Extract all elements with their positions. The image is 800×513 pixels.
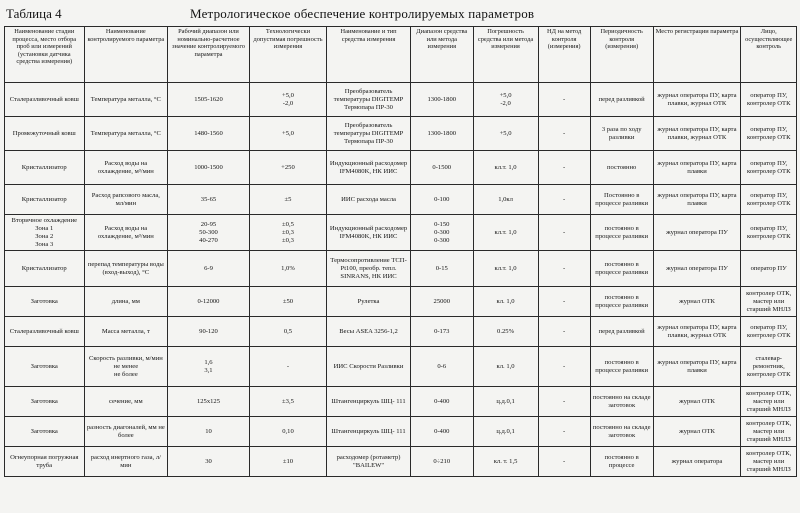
cell-controller: оператор ПУ, контролер ОТК bbox=[741, 151, 797, 185]
metrology-table bbox=[4, 26, 797, 477]
cell-stage: Сталеразливочный ковш bbox=[5, 317, 85, 347]
cell-tolerance: ±0,5 ±0,3 ±0,3 bbox=[249, 215, 326, 251]
cell-instrument: расходомер (ротаметр) "BAILEW" bbox=[327, 447, 411, 477]
cell-instrument-error: 0.25% bbox=[473, 317, 538, 347]
cell-controller: сталевар-ремонтник, контролер ОТК bbox=[741, 347, 797, 387]
cell-instrument: Преобразователь температуры DIGITEMP Термопара ПР-30 bbox=[327, 117, 411, 151]
cell-stage: Кристаллизатор bbox=[5, 185, 85, 215]
table-row bbox=[5, 387, 797, 417]
cell-instrument: Рулетка bbox=[327, 287, 411, 317]
cell-parameter: Расход воды на охлаждение, м³/мин bbox=[84, 215, 168, 251]
cell-record-place: журнал оператора bbox=[653, 447, 741, 477]
cell-instrument: Индукционный расходомер IFM4080K, НК ИИС bbox=[327, 151, 411, 185]
cell-instrument: Индукционный расходомер IFM4080K, НК ИИС bbox=[327, 215, 411, 251]
cell-instrument: Штангенциркуль ШЦ- 111 bbox=[327, 387, 411, 417]
cell-record-place: журнал оператора ПУ bbox=[653, 215, 741, 251]
cell-instrument-range: 0-150 0-300 0-300 bbox=[410, 215, 473, 251]
cell-instrument-range: 0-15 bbox=[410, 251, 473, 287]
table-row bbox=[5, 447, 797, 477]
cell-instrument-error: ц.д.0,1 bbox=[473, 387, 538, 417]
cell-range: 1000-1500 bbox=[168, 151, 250, 185]
table-row bbox=[5, 185, 797, 215]
cell-parameter: перепад температуры воды (вход-выход), °С bbox=[84, 251, 168, 287]
cell-record-place: журнал ОТК bbox=[653, 417, 741, 447]
cell-tolerance: +5,0 -2,0 bbox=[249, 83, 326, 117]
cell-tolerance: - bbox=[249, 347, 326, 387]
cell-instrument-error: кл. т. 1,5 bbox=[473, 447, 538, 477]
cell-method-doc: - bbox=[538, 215, 590, 251]
cell-stage: Вторичное охлаждение Зона 1 Зона 2 Зона 3 bbox=[5, 215, 85, 251]
cell-record-place: журнал оператора ПУ, карта плавки, журнал ОТК bbox=[653, 117, 741, 151]
cell-record-place: журнал оператора ПУ, карта плавки bbox=[653, 347, 741, 387]
cell-method-doc: - bbox=[538, 251, 590, 287]
cell-method-doc: - bbox=[538, 347, 590, 387]
cell-instrument: ИИС расхода масла bbox=[327, 185, 411, 215]
cell-tolerance: 0,5 bbox=[249, 317, 326, 347]
cell-record-place: журнал оператора ПУ, карта плавки, журнал ОТК bbox=[653, 317, 741, 347]
cell-parameter: длина, мм bbox=[84, 287, 168, 317]
cell-instrument-error: 1,0кл bbox=[473, 185, 538, 215]
cell-tolerance: +250 bbox=[249, 151, 326, 185]
cell-periodicity: постоянно в процессе разливки bbox=[590, 287, 653, 317]
header-stage: Наименование стадии процесса, место отбора проб или измерений (установки датчика средства измерения) bbox=[5, 27, 85, 83]
cell-instrument-range: 0-6 bbox=[410, 347, 473, 387]
cell-instrument-error: кл.т. 1,0 bbox=[473, 251, 538, 287]
cell-range: 30 bbox=[168, 447, 250, 477]
cell-periodicity: перед разливкой bbox=[590, 83, 653, 117]
header-instrument-error: Погрешность средства или метода измерения bbox=[473, 27, 538, 83]
cell-instrument-error: +5,0 -2,0 bbox=[473, 83, 538, 117]
cell-stage: Заготовка bbox=[5, 287, 85, 317]
cell-instrument-error: кл.т. 1,0 bbox=[473, 151, 538, 185]
cell-instrument-error: кл.т. 1,0 bbox=[473, 215, 538, 251]
header-method-doc: НД на метод контроля (измерения) bbox=[538, 27, 590, 83]
cell-method-doc: - bbox=[538, 417, 590, 447]
header-record-place: Место регистрации параметра bbox=[653, 27, 741, 83]
cell-instrument: Весы ASEA 3256-1,2 bbox=[327, 317, 411, 347]
cell-periodicity: 3 раза по ходу разливки bbox=[590, 117, 653, 151]
cell-instrument-range: 1300-1800 bbox=[410, 117, 473, 151]
table-body bbox=[5, 83, 797, 477]
cell-range: 0-12000 bbox=[168, 287, 250, 317]
cell-stage: Кристаллизатор bbox=[5, 251, 85, 287]
cell-method-doc: - bbox=[538, 447, 590, 477]
header-instrument-range: Диапазон средства или метода измерения bbox=[410, 27, 473, 83]
table-row bbox=[5, 83, 797, 117]
table-row bbox=[5, 117, 797, 151]
table-row bbox=[5, 317, 797, 347]
cell-parameter: разность диагоналей, мм не более bbox=[84, 417, 168, 447]
cell-parameter: сечение, мм bbox=[84, 387, 168, 417]
cell-method-doc: - bbox=[538, 185, 590, 215]
cell-periodicity: постоянно на складе заготовок bbox=[590, 417, 653, 447]
cell-instrument-range: 0÷210 bbox=[410, 447, 473, 477]
header-tolerance: Технологически допустимая погрешность измерения bbox=[249, 27, 326, 83]
cell-instrument-range: 0-400 bbox=[410, 417, 473, 447]
cell-range: 20-95 50-300 40-270 bbox=[168, 215, 250, 251]
cell-record-place: журнал ОТК bbox=[653, 387, 741, 417]
cell-periodicity: постоянно в процессе разливки bbox=[590, 347, 653, 387]
cell-instrument-range: 0-173 bbox=[410, 317, 473, 347]
table-caption: Таблица 4 bbox=[6, 6, 62, 21]
cell-tolerance: 1,0% bbox=[249, 251, 326, 287]
cell-method-doc: - bbox=[538, 83, 590, 117]
cell-instrument-range: 0-100 bbox=[410, 185, 473, 215]
page-title: Метрологическое обеспечение контролируемых параметров bbox=[190, 6, 535, 21]
cell-instrument-range: 25000 bbox=[410, 287, 473, 317]
header-parameter: Наименование контролируемого параметра bbox=[84, 27, 168, 83]
cell-periodicity: постоянно на складе заготовок bbox=[590, 387, 653, 417]
cell-method-doc: - bbox=[538, 117, 590, 151]
cell-tolerance: ±10 bbox=[249, 447, 326, 477]
header-controller: Лицо, осуществляющее контроль bbox=[741, 27, 797, 83]
cell-periodicity: постоянно bbox=[590, 151, 653, 185]
header-instrument: Наименование и тип средства измерения bbox=[327, 27, 411, 83]
cell-stage: Сталеразливочный ковш bbox=[5, 83, 85, 117]
cell-tolerance: ±3,5 bbox=[249, 387, 326, 417]
cell-range: 1,6 3,1 bbox=[168, 347, 250, 387]
cell-instrument-range: 1300-1800 bbox=[410, 83, 473, 117]
table-row bbox=[5, 417, 797, 447]
cell-instrument-range: 0-400 bbox=[410, 387, 473, 417]
cell-range: 10 bbox=[168, 417, 250, 447]
cell-stage: Промежуточный ковш bbox=[5, 117, 85, 151]
cell-tolerance: ±5 bbox=[249, 185, 326, 215]
table-row bbox=[5, 251, 797, 287]
cell-controller: контролер ОТК, мастер или старший МНЛЗ bbox=[741, 387, 797, 417]
cell-method-doc: - bbox=[538, 387, 590, 417]
cell-parameter: Скорость разливки, м/мин не менее не более bbox=[84, 347, 168, 387]
cell-record-place: журнал оператора ПУ, карта плавки bbox=[653, 151, 741, 185]
cell-controller: контролер ОТК, мастер или старший МНЛЗ bbox=[741, 417, 797, 447]
cell-parameter: Температура металла, °С bbox=[84, 117, 168, 151]
cell-periodicity: постоянно в процессе bbox=[590, 447, 653, 477]
cell-stage: Заготовка bbox=[5, 417, 85, 447]
cell-instrument-range: 0-1500 bbox=[410, 151, 473, 185]
cell-instrument-error: кл. 1,0 bbox=[473, 287, 538, 317]
header-range: Рабочий диапазон или номинально-расчетное значение контролируемого параметра bbox=[168, 27, 250, 83]
cell-parameter: Температура металла, °С bbox=[84, 83, 168, 117]
cell-parameter: Масса металла, т bbox=[84, 317, 168, 347]
table-row bbox=[5, 151, 797, 185]
table-row bbox=[5, 215, 797, 251]
cell-tolerance: 0,10 bbox=[249, 417, 326, 447]
cell-stage: Заготовка bbox=[5, 347, 85, 387]
cell-controller: контролер ОТК, мастер или старший МНЛЗ bbox=[741, 287, 797, 317]
header-periodicity: Периодичность контроля (измерения) bbox=[590, 27, 653, 83]
cell-periodicity: Постоянно в процессе разливки bbox=[590, 185, 653, 215]
cell-range: 1480-1560 bbox=[168, 117, 250, 151]
cell-controller: оператор ПУ, контролер ОТК bbox=[741, 185, 797, 215]
cell-record-place: журнал оператора ПУ, карта плавки, журнал ОТК bbox=[653, 83, 741, 117]
cell-instrument: Преобразователь температуры DIGITEMP Термопара ПР-30 bbox=[327, 83, 411, 117]
cell-controller: оператор ПУ, контролер ОТК bbox=[741, 317, 797, 347]
cell-controller: оператор ПУ, контролер ОТК bbox=[741, 117, 797, 151]
cell-instrument-error: ц.д.0,1 bbox=[473, 417, 538, 447]
table-row bbox=[5, 287, 797, 317]
cell-stage: Огнеупорная погружная труба bbox=[5, 447, 85, 477]
cell-periodicity: постоянно в процессе разливки bbox=[590, 251, 653, 287]
cell-tolerance: +5,0 bbox=[249, 117, 326, 151]
cell-range: 6-9 bbox=[168, 251, 250, 287]
cell-controller: оператор ПУ, контролер ОТК bbox=[741, 83, 797, 117]
cell-instrument-error: +5,0 bbox=[473, 117, 538, 151]
cell-range: 90-120 bbox=[168, 317, 250, 347]
cell-range: 125х125 bbox=[168, 387, 250, 417]
cell-instrument: ИИС Скорости Разливки bbox=[327, 347, 411, 387]
cell-record-place: журнал оператора ПУ, карта плавки bbox=[653, 185, 741, 215]
cell-stage: Кристаллизатор bbox=[5, 151, 85, 185]
cell-instrument: Термосопротивление ТСП-Pt100, преобр. тепл. SINRANS, НК ИИС bbox=[327, 251, 411, 287]
cell-controller: оператор ПУ bbox=[741, 251, 797, 287]
cell-record-place: журнал ОТК bbox=[653, 287, 741, 317]
cell-method-doc: - bbox=[538, 287, 590, 317]
cell-parameter: Расход рапсового масла, мл/мин bbox=[84, 185, 168, 215]
cell-tolerance: ±50 bbox=[249, 287, 326, 317]
cell-instrument: Штангенциркуль ШЦ- 111 bbox=[327, 417, 411, 447]
cell-range: 1505-1620 bbox=[168, 83, 250, 117]
cell-method-doc: - bbox=[538, 151, 590, 185]
cell-stage: Заготовка bbox=[5, 387, 85, 417]
cell-method-doc: - bbox=[538, 317, 590, 347]
table-row bbox=[5, 347, 797, 387]
cell-periodicity: перед разливкой bbox=[590, 317, 653, 347]
cell-instrument-error: кл. 1,0 bbox=[473, 347, 538, 387]
cell-parameter: Расход воды на охлаждение, м³/мин bbox=[84, 151, 168, 185]
header-row bbox=[5, 27, 797, 83]
cell-controller: оператор ПУ, контролер ОТК bbox=[741, 215, 797, 251]
cell-controller: контролер ОТК, мастер или старший МНЛЗ bbox=[741, 447, 797, 477]
cell-parameter: расход инертного газа, л/мин bbox=[84, 447, 168, 477]
cell-range: 35-65 bbox=[168, 185, 250, 215]
cell-record-place: журнал оператора ПУ bbox=[653, 251, 741, 287]
cell-periodicity: постоянно в процессе разливки bbox=[590, 215, 653, 251]
